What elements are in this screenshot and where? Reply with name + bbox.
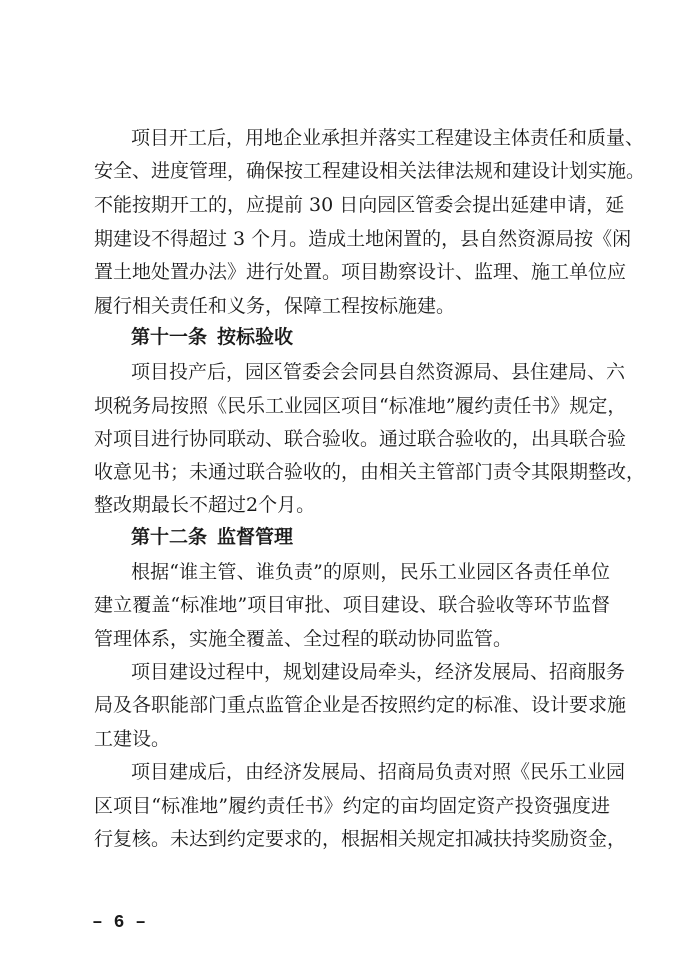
paragraph-line: 履行相关责任和义务，保障工程按标施建。 bbox=[94, 295, 456, 317]
paragraph-line: 期建设不得超过 3 个月。造成土地闲置的，县自然资源局按《闲 bbox=[94, 228, 632, 250]
page-number: – 6 – bbox=[92, 913, 147, 933]
paragraph-line: 整改期最长不超过2个月。 bbox=[94, 494, 316, 516]
paragraph-line: 不能按期开工的，应提前 30 日向园区管委会提出延建申请，延 bbox=[94, 194, 625, 216]
article-number: 第十一条 bbox=[131, 326, 208, 348]
article-heading-11 bbox=[131, 326, 293, 348]
article-number: 第十二条 bbox=[131, 526, 208, 548]
paragraph-line: 行复核。未达到约定要求的，根据相关规定扣减扶持奖励资金， bbox=[94, 828, 627, 850]
paragraph-line: 项目开工后，用地企业承担并落实工程建设主体责任和质量、 bbox=[131, 127, 645, 149]
paragraph-line: 安全、进度管理，确保按工程建设相关法律法规和建设计划实施。 bbox=[94, 160, 646, 182]
paragraph-line: 管理体系，实施全覆盖、全过程的联动协同监管。 bbox=[94, 628, 513, 650]
paragraph-line: 工建设。 bbox=[94, 728, 171, 750]
paragraph-line: 置土地处置办法》进行处置。项目勘察设计、监理、施工单位应 bbox=[94, 261, 627, 283]
article-title: 监督管理 bbox=[217, 526, 294, 548]
paragraph-line: 区项目“标准地”履约责任书》约定的亩均固定资产投资强度进 bbox=[94, 795, 610, 817]
paragraph-line: 建立覆盖“标准地”项目审批、项目建设、联合验收等环节监督 bbox=[94, 594, 610, 616]
article-heading-12 bbox=[131, 526, 293, 548]
paragraph-line: 对项目进行协同联动、联合验收。通过联合验收的，出具联合验 bbox=[94, 428, 627, 450]
paragraph-line: 项目投产后，园区管委会会同县自然资源局、县住建局、六 bbox=[131, 361, 626, 383]
paragraph-line: 项目建设过程中，规划建设局牵头，经济发展局、招商服务 bbox=[131, 661, 626, 683]
paragraph-line: 局及各职能部门重点监管企业是否按照约定的标准、设计要求施 bbox=[94, 694, 627, 716]
paragraph-line: 收意见书；未通过联合验收的，由相关主管部门责令其限期整改， bbox=[94, 461, 646, 483]
paragraph-line: 根据“谁主管、谁负责”的原则，民乐工业园区各责任单位 bbox=[131, 561, 610, 583]
paragraph-line: 坝税务局按照《民乐工业园区项目“标准地”履约责任书》规定， bbox=[94, 395, 627, 417]
paragraph-line: 项目建成后，由经济发展局、招商局负责对照《民乐工业园 bbox=[131, 761, 626, 783]
article-title: 按标验收 bbox=[217, 326, 294, 348]
